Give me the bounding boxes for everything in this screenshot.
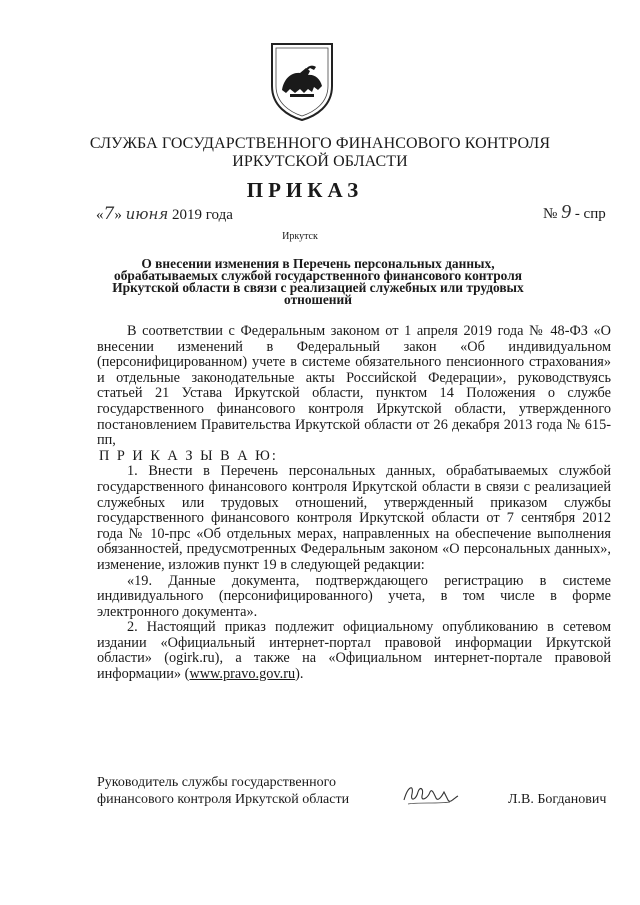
item-2-text: 2. Настоящий приказ подлежит официальному опубликованию в сетевом издании «Официальный интернет-портал правовой информации Иркутской области» (ogirk.ru), а также на «Официальном интернет-портале правовой информации» ( [97, 619, 611, 683]
date-day: 7 [103, 204, 115, 224]
irkutsk-coat-of-arms-icon [268, 40, 336, 122]
handwritten-signature-icon [400, 780, 460, 810]
org-name-line2: ИРКУТСКОЙ ОБЛАСТИ [232, 153, 408, 170]
org-name-line1: СЛУЖБА ГОСУДАРСТВЕННОГО ФИНАНСОВОГО КОНТРОЛЯ [89, 135, 551, 152]
number-value: 9 [561, 201, 572, 223]
pravo-gov-link[interactable]: www.pravo.gov.ru [189, 666, 296, 683]
signatory-name: Л.В. Богданович [508, 792, 607, 807]
order-number [543, 201, 606, 224]
number-prefix: № [543, 206, 558, 222]
item-2-paragraph [97, 620, 611, 682]
order-date [96, 204, 233, 224]
date-month: июня [125, 205, 169, 223]
date-open-quote: « [96, 207, 104, 223]
number-suffix: - спр [574, 206, 606, 222]
signatory-role-line1: Руководитель службы государственного [97, 775, 337, 790]
document-title: ПРИКАЗ [246, 178, 364, 202]
item-1-quote: «19. Данные документа, подтверждающего регистрацию в системе индивидуального (персонифицированного) учета, в том числе в форме электронного документа». [97, 572, 611, 620]
item-1-paragraph: 1. Внести в Перечень персональных данных, обрабатываемых службой государственного финансового контроля Иркутской области в связи с реализацией служебных или трудовых отношений, утвержденный приказом службы государственного финансового контроля Иркутской области от 7 сентября 2012 года № 10-прс «Об отдельных мерах, направленных на обеспечение выполнения обязанностей, предусмотренных Федеральным законом «О персональных данных», изменение, изложив пункт 19 в следующей редакции: [97, 463, 611, 573]
signatory-role [97, 774, 349, 808]
item-2-end: ). [295, 666, 304, 683]
preamble-paragraph: В соответствии с Федеральным законом от 1 апреля 2019 года № 48-ФЗ «О внесении изменений в Федеральный закон «Об индивидуальном (персонифицированном) учете в системе обязательного пенсионного страхования» и отдельные законодательные акты Российской Федерации», руководствуясь статьей 21 Устава Иркутской области, пунктом 14 Положения о службе государственного финансового контроля Иркутской области, утвержденного постановлением Правительства Иркутской области от 26 декабря 2013 года № 615-пп, [97, 323, 611, 449]
order-word: П Р И К А З Ы В А Ю: [99, 447, 278, 464]
city: Иркутск [282, 231, 318, 242]
date-close-quote: » [114, 207, 122, 223]
order-subject: О внесении изменения в Перечень персональных данных, обрабатываемых службой государственного финансового контроля Иркутской области в связи с реализацией служебных или трудовых отношений [112, 256, 524, 307]
signatory-role-line2: финансового контроля Иркутской области [97, 792, 350, 807]
order-body [97, 324, 611, 683]
date-year: 2019 года [172, 207, 233, 223]
